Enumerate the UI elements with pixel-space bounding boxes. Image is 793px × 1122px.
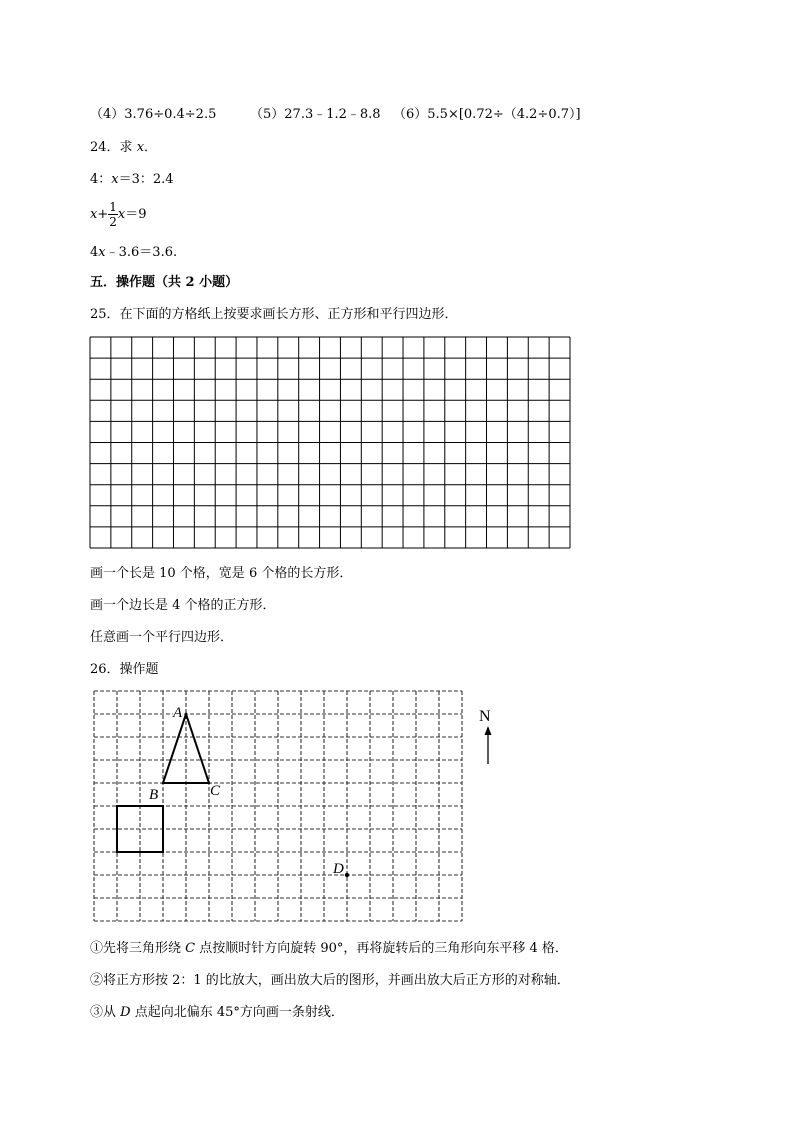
north-arrow-icon xyxy=(482,726,494,766)
q25-grid-paper xyxy=(90,337,570,548)
eq2-var-1: x xyxy=(90,207,98,222)
calc-item-5: （5）27.3﹣1.2﹣8.8 xyxy=(250,107,381,122)
eq1-part-b: ＝3：2.4 xyxy=(118,172,174,187)
label-b: B xyxy=(149,787,159,803)
calc-item-6: （6）5.5×[0.72÷（4.2÷0.7）] xyxy=(393,107,581,122)
q26-task-1-var: C xyxy=(185,941,196,956)
q26-task-1 xyxy=(90,940,568,958)
q24-equation-2 xyxy=(90,198,147,232)
q24-title-var: x xyxy=(136,140,145,155)
label-a: A xyxy=(173,705,183,721)
q26-grid-figure xyxy=(94,691,462,921)
section-5-title: 五．操作题（共 2 小题） xyxy=(90,275,239,290)
q24-equation-1 xyxy=(90,171,174,189)
label-d: D xyxy=(333,861,344,877)
eq1-var: x xyxy=(111,172,119,187)
q25-task-1: 画一个长是 10 个格，宽是 6 个格的长方形． xyxy=(90,566,353,581)
q26-task-1-a: ①先将三角形绕 xyxy=(90,941,186,956)
eq2-plus: + xyxy=(97,207,109,222)
q25-task-3: 任意画一个平行四边形． xyxy=(90,630,234,645)
eq2-numerator: 1 xyxy=(109,200,117,214)
north-label: N xyxy=(479,708,491,725)
q26-task-3 xyxy=(90,1004,344,1022)
eq1-part-a: 4： xyxy=(90,172,112,187)
q26-task-3-var: D xyxy=(120,1005,131,1020)
q26-task-3-b: 点起向北偏东 45°方向画一条射线． xyxy=(130,1005,344,1020)
q24-title-end: ． xyxy=(144,140,158,155)
eq3-var: x xyxy=(98,245,106,260)
q26-title: 26．操作题 xyxy=(90,662,159,677)
eq2-fraction xyxy=(108,200,118,229)
eq2-denominator: 2 xyxy=(109,215,117,229)
eq2-var-2: x xyxy=(117,207,126,222)
q24-equation-3 xyxy=(90,244,177,262)
eq2-rest: ＝9 xyxy=(125,207,147,222)
q24-title-num: 24．求 xyxy=(90,140,133,155)
eq3-part-b: ﹣3.6＝3.6. xyxy=(105,245,178,260)
q25-title: 25．在下面的方格纸上按要求画长方形、正方形和平行四边形． xyxy=(90,307,458,322)
point-d xyxy=(345,873,349,877)
label-c: C xyxy=(210,783,221,799)
calc-item-4: （4）3.76÷0.4÷2.5 xyxy=(90,107,217,122)
q26-task-1-b: 点按顺时针方向旋转 90°，再将旋转后的三角形向东平移 4 格． xyxy=(195,941,568,956)
q25-task-2: 画一个边长是 4 个格的正方形． xyxy=(90,598,276,613)
q24-title xyxy=(90,139,157,157)
q26-task-2: ②将正方形按 2：1 的比放大，画出放大后的图形，并画出放大后正方形的对称轴． xyxy=(90,973,570,988)
q26-task-3-a: ③从 xyxy=(90,1005,121,1020)
eq3-part-a: 4 xyxy=(90,245,99,260)
